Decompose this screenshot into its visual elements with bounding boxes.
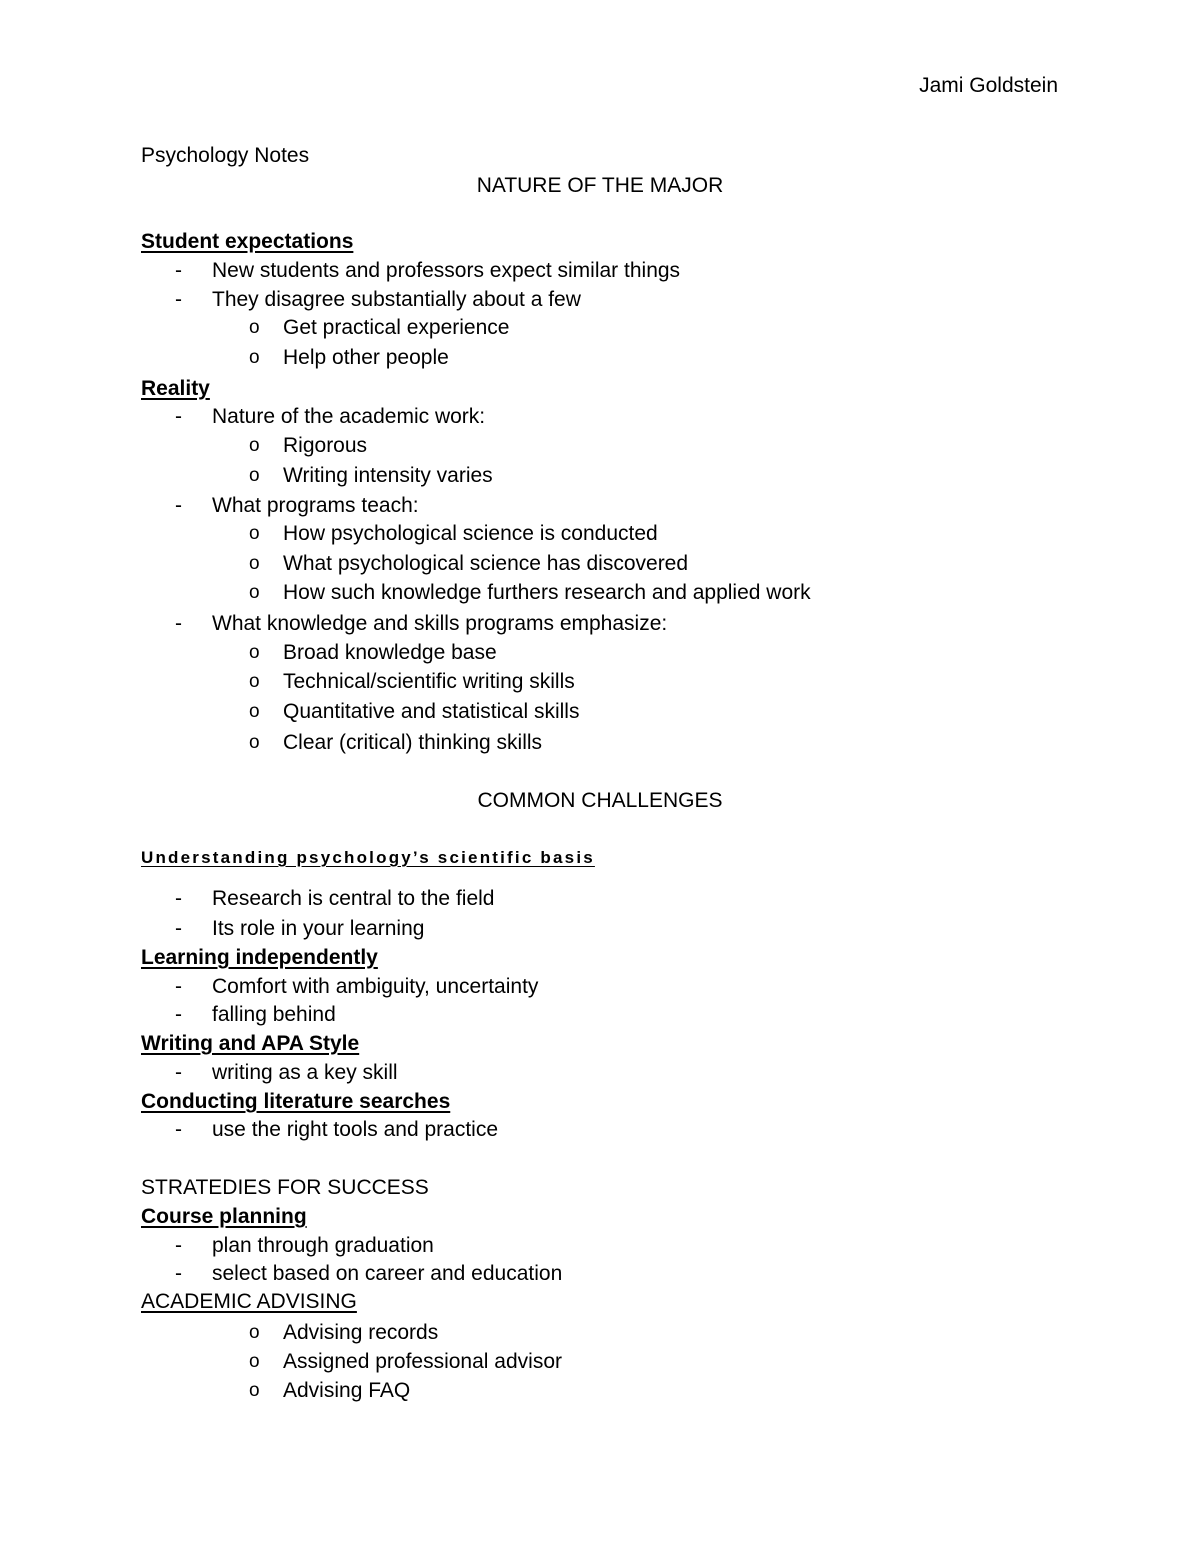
circle-bullet: o [249,523,260,544]
sub-list-item: o Get practical experience [249,316,510,339]
list-item: - What programs teach: [175,494,419,517]
sub-list-item: o Advising FAQ [249,1379,411,1402]
circle-bullet: o [249,671,260,692]
author-name: Jami Goldstein [919,74,1058,97]
sub-list-item: o Rigorous [249,434,368,457]
sub-list-item: o Help other people [249,346,449,369]
circle-bullet: o [249,465,260,486]
circle-bullet: o [249,1351,260,1372]
circle-bullet: o [249,701,260,722]
dash-bullet: - [175,887,182,910]
dash-bullet: - [175,288,182,311]
circle-bullet: o [249,347,260,368]
sub-list-item: o How psychological science is conducted [249,522,658,545]
dash-bullet: - [175,917,182,940]
list-item: - What knowledge and skills programs emphasize: [175,612,668,635]
dash-bullet: - [175,1118,182,1141]
circle-bullet: o [249,732,260,753]
circle-bullet: o [249,553,260,574]
sub-list-item: o How such knowledge furthers research and applied work [249,581,811,604]
section-title-strategies: STRATEDIES FOR SUCCESS [141,1176,429,1199]
list-item: - use the right tools and practice [175,1118,499,1141]
dash-bullet: - [175,405,182,428]
dash-bullet: - [175,1061,182,1084]
list-item: - writing as a key skill [175,1061,398,1084]
dash-bullet: - [175,1003,182,1026]
dash-bullet: - [175,1234,182,1257]
circle-bullet: o [249,1322,260,1343]
sub-list-item: o Writing intensity varies [249,464,493,487]
circle-bullet: o [249,642,260,663]
heading-student-expectations: Student expectations [141,230,354,253]
heading-course-planning: Course planning [141,1205,307,1228]
sub-list-item: o Technical/scientific writing skills [249,670,575,693]
list-item: - select based on career and education [175,1262,563,1285]
list-item: - New students and professors expect similar things [175,259,681,282]
sub-list-item: o Broad knowledge base [249,641,497,664]
dash-bullet: - [175,975,182,998]
sub-list-item: o Assigned professional advisor [249,1350,562,1373]
heading-learning-independently: Learning independently [141,946,378,969]
list-item: - Nature of the academic work: [175,405,486,428]
sub-list-item: o What psychological science has discovered [249,552,689,575]
sub-list-item: o Clear (critical) thinking skills [249,731,543,754]
dash-bullet: - [175,259,182,282]
dash-bullet: - [175,612,182,635]
heading-reality: Reality [141,377,210,400]
sub-list-item: o Advising records [249,1321,439,1344]
list-item: - Its role in your learning [175,917,425,940]
heading-literature-searches: Conducting literature searches [141,1090,451,1113]
list-item: - Research is central to the field [175,887,495,910]
circle-bullet: o [249,582,260,603]
document-title: Psychology Notes [141,144,310,167]
heading-scientific-basis: Understanding psychology’s scientific basis [141,848,595,867]
heading-academic-advising: ACADEMIC ADVISING [141,1290,357,1313]
dash-bullet: - [175,494,182,517]
list-item: - falling behind [175,1003,336,1026]
dash-bullet: - [175,1262,182,1285]
circle-bullet: o [249,317,260,338]
list-item: - plan through graduation [175,1234,434,1257]
section-title-nature: NATURE OF THE MAJOR [476,174,724,197]
sub-list-item: o Quantitative and statistical skills [249,700,580,723]
list-item: - Comfort with ambiguity, uncertainty [175,975,539,998]
list-item: - They disagree substantially about a few [175,288,581,311]
circle-bullet: o [249,1380,260,1401]
heading-writing-apa: Writing and APA Style [141,1032,360,1055]
circle-bullet: o [249,435,260,456]
section-title-challenges: COMMON CHALLENGES [477,789,723,812]
